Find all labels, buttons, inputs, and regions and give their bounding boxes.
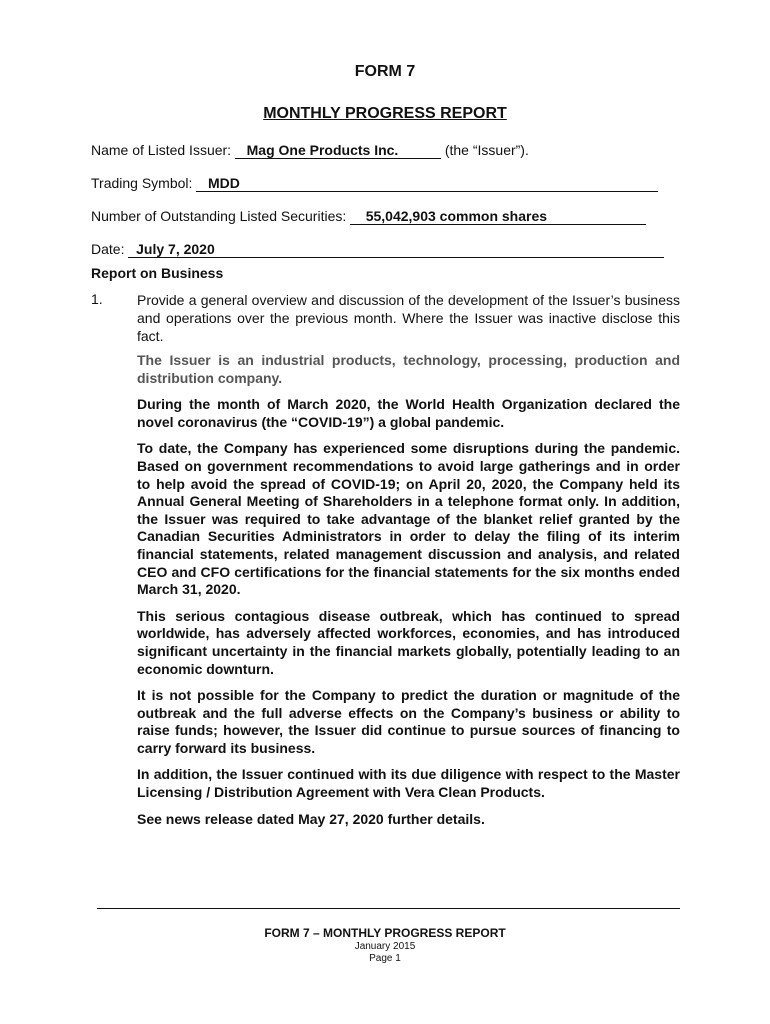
form-title: FORM 7 bbox=[354, 63, 416, 80]
symbol-label: Trading Symbol: bbox=[91, 175, 193, 191]
footer-date: January 2015 bbox=[354, 941, 416, 952]
footer-divider bbox=[97, 908, 680, 909]
item-number: 1. bbox=[91, 291, 103, 307]
date-field bbox=[91, 241, 664, 258]
symbol-field bbox=[91, 175, 658, 192]
securities-label: Number of Outstanding Listed Securities: bbox=[91, 208, 347, 224]
answer-paragraph-2: During the month of March 2020, the World Health Organization declared the novel coronavirus (the “COVID-19”) a global pandemic. bbox=[137, 396, 680, 430]
answer-paragraph-7: See news release dated May 27, 2020 further details. bbox=[137, 810, 485, 827]
answer-block bbox=[137, 352, 680, 837]
report-title: MONTHLY PROGRESS REPORT bbox=[263, 105, 507, 122]
date-label: Date: bbox=[91, 241, 125, 257]
footer-page: Page 1 bbox=[369, 953, 401, 964]
item-question: Provide a general overview and discussion of the development of the Issuer’s business and operations over the previous month. Where the Issuer was inactive disclose this fact. bbox=[137, 292, 680, 344]
issuer-suffix: (the “Issuer”). bbox=[444, 142, 529, 158]
issuer-value: Mag One Products Inc. bbox=[235, 143, 441, 159]
securities-field bbox=[91, 208, 646, 225]
section-heading: Report on Business bbox=[91, 265, 224, 281]
answer-paragraph-1: The Issuer is an industrial products, technology, processing, production and distribution company. bbox=[137, 352, 680, 386]
date-value: July 7, 2020 bbox=[128, 242, 664, 258]
answer-paragraph-5: It is not possible for the Company to predict the duration or magnitude of the outbreak and the full adverse effects on the Company’s business or ability to raise funds; however, the Issuer did continue to pursue sources of financing to carry forward its business. bbox=[137, 687, 680, 756]
issuer-field bbox=[91, 142, 529, 159]
securities-value: 55,042,903 common shares bbox=[350, 209, 646, 225]
footer-title: FORM 7 – MONTHLY PROGRESS REPORT bbox=[264, 926, 506, 940]
issuer-label: Name of Listed Issuer: bbox=[91, 142, 232, 158]
symbol-value: MDD bbox=[196, 176, 658, 192]
answer-paragraph-3: To date, the Company has experienced some disruptions during the pandemic. Based on government recommendations to avoid large gatherings and in order to help avoid the spread of COVID-19; on April 20, 2020, the Company held its Annual General Meeting of Shareholders in a telephone format only. In addition, the Issuer was required to take advantage of the blanket relief granted by the Canadian Securities Administrators in order to delay the filing of its interim financial statements, related management discussion and analysis, and related CEO and CFO certifications for the financial statements for the six months ended March 31, 2020. bbox=[137, 440, 680, 598]
answer-paragraph-4: This serious contagious disease outbreak, which has continued to spread worldwide, has adversely affected workforces, economies, and has introduced significant uncertainty in the financial markets globally, potentially leading to an economic downturn. bbox=[137, 607, 680, 677]
answer-paragraph-6: In addition, the Issuer continued with its due diligence with respect to the Master Licensing / Distribution Agreement with Vera Clean Products. bbox=[137, 766, 680, 801]
